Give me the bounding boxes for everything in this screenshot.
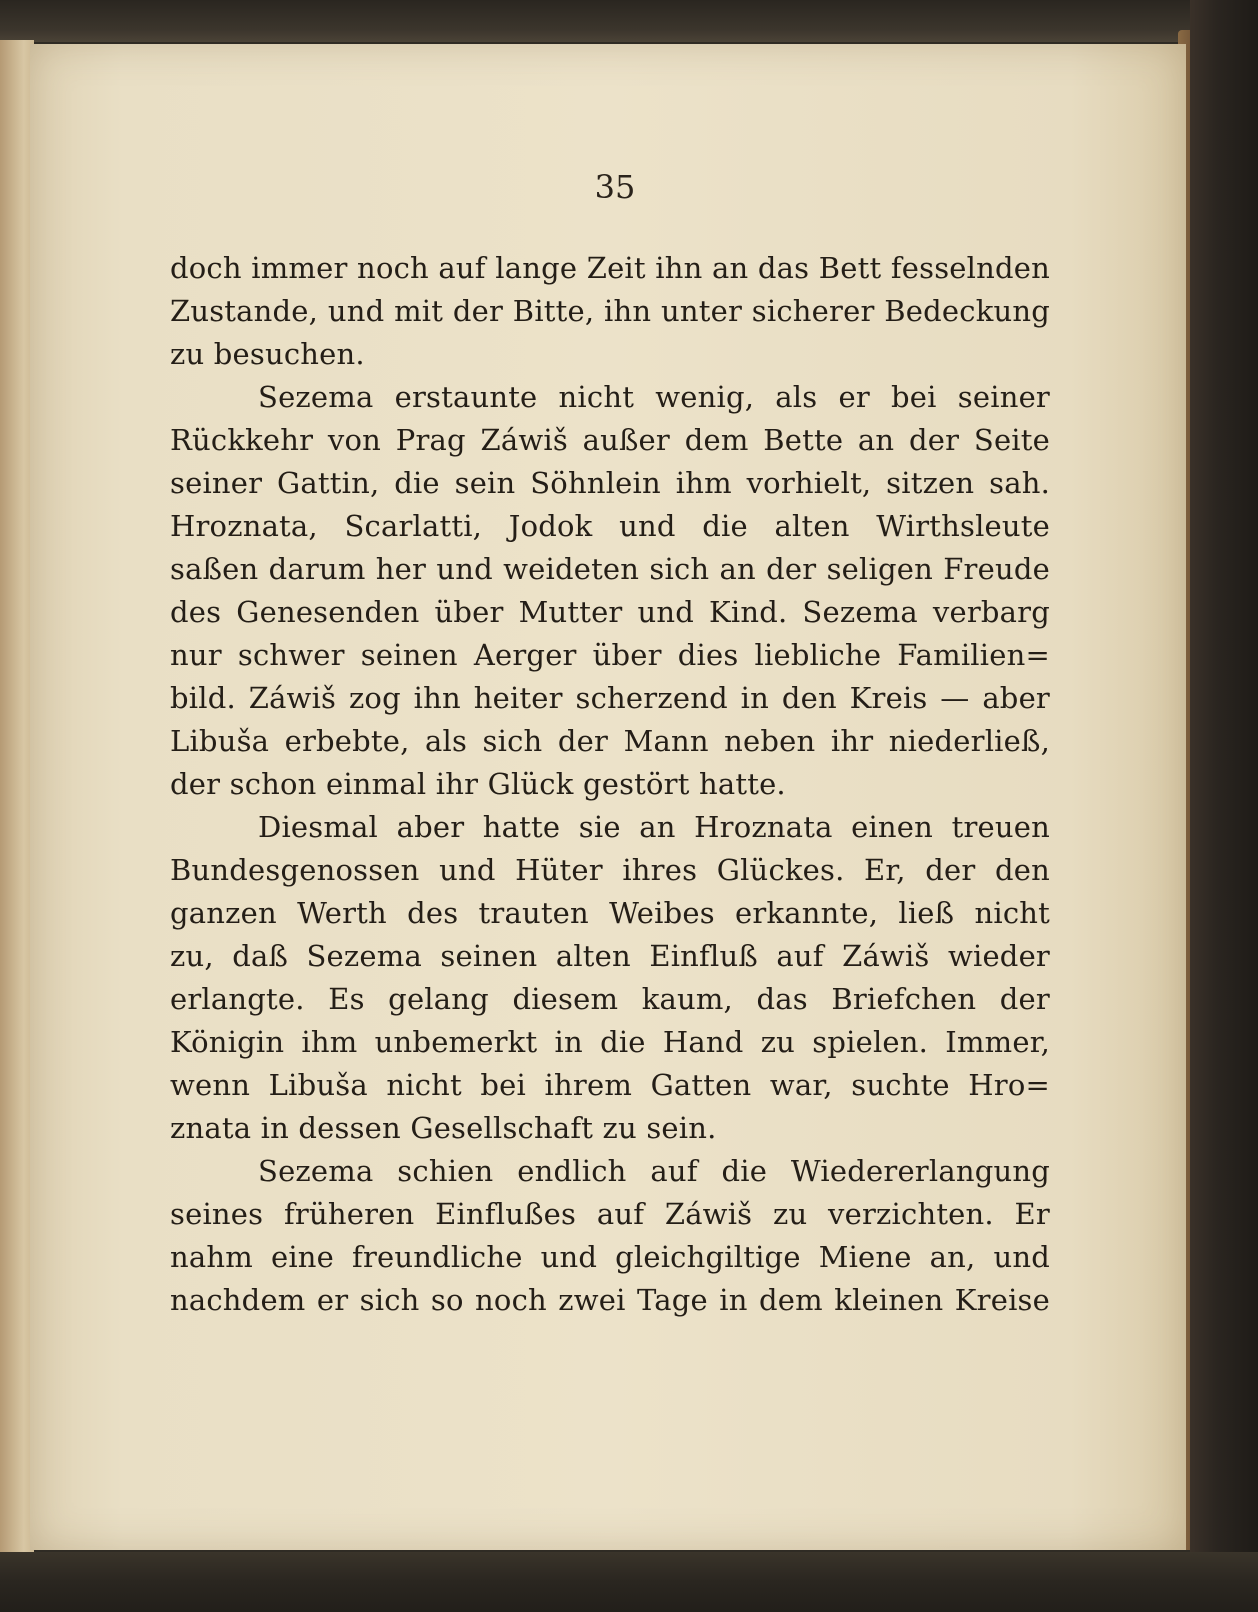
text-line: seiner Gattin, die sein Söhnlein ihm vorhielt, sitzen sah. — [170, 466, 1050, 500]
text-line: nahm eine freundliche und gleichgiltige Miene an, und — [170, 1240, 1050, 1274]
text-line: Sezema schien endlich auf die Wiedererlangung — [258, 1154, 1050, 1188]
page-number: 35 — [594, 168, 636, 206]
text-line: nur schwer seinen Aerger über dies liebliche Familien= — [170, 638, 1050, 672]
text-line: Hroznata, Scarlatti, Jodok und die alten Wirthsleute — [170, 509, 1050, 543]
text-line: zu, daß Sezema seinen alten Einfluß auf Záwiš wieder — [170, 939, 1050, 973]
facing-page-edge — [0, 40, 34, 1552]
text-line: Bundesgenossen und Hüter ihres Glückes. Er, der den — [170, 853, 1050, 887]
text-line: znata in dessen Gesellschaft zu sein. — [170, 1111, 717, 1145]
text-line: bild. Záwiš zog ihn heiter scherzend in den Kreis — aber — [170, 681, 1050, 715]
text-line: saßen darum her und weideten sich an der seligen Freude — [170, 552, 1050, 586]
text-line: seines früheren Einflußes auf Záwiš zu verzichten. Er — [170, 1197, 1050, 1231]
text-line: der schon einmal ihr Glück gestört hatte. — [170, 767, 786, 801]
text-line: Rückkehr von Prag Záwiš außer dem Bette an der Seite — [170, 423, 1050, 457]
text-line: erlangte. Es gelang diesem kaum, das Briefchen der — [170, 982, 1050, 1016]
text-line: ganzen Werth des trauten Weibes erkannte, ließ nicht — [170, 896, 1050, 930]
book-cover-right — [1190, 0, 1258, 1612]
text-line: des Genesenden über Mutter und Kind. Sezema verbarg — [170, 595, 1050, 629]
text-line: Zustande, und mit der Bitte, ihn unter sicherer Bedeckung — [170, 294, 1050, 328]
page-body-text — [170, 247, 1050, 1322]
book-binding-top — [0, 0, 1258, 42]
book-binding-bottom — [0, 1552, 1258, 1612]
text-line: Diesmal aber hatte sie an Hroznata einen treuen — [258, 810, 1050, 844]
text-line: doch immer noch auf lange Zeit ihn an das Bett fesselnden — [170, 251, 1050, 285]
text-line: Sezema erstaunte nicht wenig, als er bei seiner — [258, 380, 1050, 414]
text-line: Königin ihm unbemerkt in die Hand zu spielen. Immer, — [170, 1025, 1050, 1059]
text-line: nachdem er sich so noch zwei Tage in dem kleinen Kreise — [170, 1283, 1050, 1317]
text-line: wenn Libuša nicht bei ihrem Gatten war, suchte Hro= — [170, 1068, 1050, 1102]
text-line: zu besuchen. — [170, 337, 365, 371]
text-line: Libuša erbebte, als sich der Mann neben ihr niederließ, — [170, 724, 1050, 758]
